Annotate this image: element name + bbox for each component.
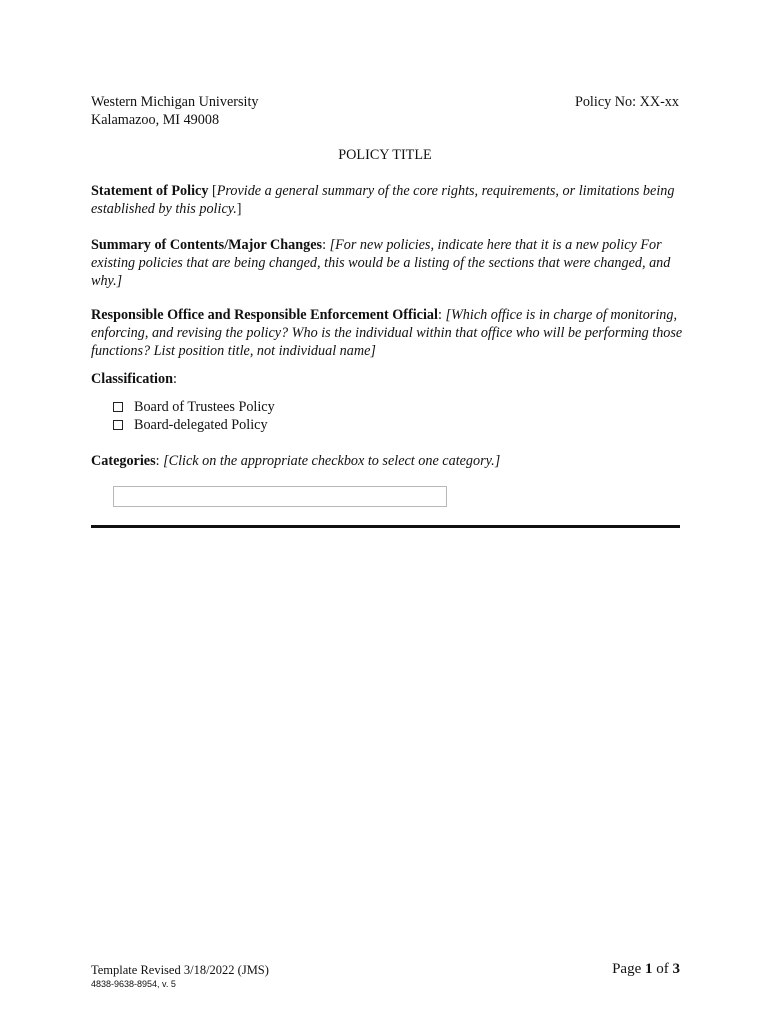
page-number: [612, 960, 680, 978]
section-divider: [91, 525, 680, 528]
summary-separator: :: [322, 237, 330, 253]
page-prefix: Page: [612, 961, 645, 977]
summary-label: Summary of Contents/Major Changes: [91, 237, 323, 253]
option-label: Board of Trustees Policy: [134, 399, 275, 415]
statement-label: Statement of Policy: [91, 183, 209, 199]
summary-of-contents: [91, 236, 683, 290]
policy-title: POLICY TITLE: [338, 147, 432, 163]
statement-hint: Provide a general summary of the core rights, requirements, or limitations being established by this policy.: [91, 183, 675, 217]
summary-hint: [For new policies, indicate here that it is a new policy For existing policies that are being changed, this would be a listing of the sections that were changed, and why.]: [91, 237, 671, 289]
page-current: 1: [645, 961, 653, 977]
classification-label: Classification: [91, 371, 173, 387]
responsible-label: Responsible Office and Responsible Enforcement Official: [91, 307, 438, 323]
classification-options: [113, 398, 275, 434]
statement-of-policy: [91, 182, 683, 218]
option-board-delegated[interactable]: [113, 416, 275, 434]
university-name: Western Michigan University: [91, 94, 259, 110]
categories-hint: [Click on the appropriate checkbox to select one category.]: [163, 453, 501, 469]
categories-separator: :: [155, 453, 164, 469]
page-total: 3: [672, 961, 680, 977]
categories-label: Categories: [91, 453, 156, 469]
page-mid: of: [652, 961, 673, 977]
responsible-hint: [Which office is in charge of monitoring, enforcing, and revising the policy? Who is the individual within that office who will be performing those functions? List position title, not individual name]: [91, 307, 683, 359]
policy-number: Policy No: XX-xx: [574, 94, 679, 110]
responsible-office: [91, 306, 683, 360]
document-id: 4838-9638-8954, v. 5: [91, 979, 176, 989]
university-address: Kalamazoo, MI 49008: [91, 112, 220, 128]
classification-heading: [91, 370, 683, 388]
university-block: [91, 93, 259, 129]
responsible-separator: :: [437, 307, 446, 323]
option-board-of-trustees[interactable]: [113, 398, 275, 416]
checkbox-board-of-trustees[interactable]: [113, 402, 123, 412]
checkbox-board-delegated[interactable]: [113, 420, 123, 430]
categories-select-field[interactable]: [113, 486, 447, 507]
classification-separator: :: [172, 371, 177, 387]
categories-heading: [91, 452, 683, 470]
statement-close-bracket: ]: [236, 201, 242, 217]
statement-open-bracket: [: [208, 183, 217, 199]
option-label: Board-delegated Policy: [134, 417, 268, 433]
template-revision: Template Revised 3/18/2022 (JMS): [91, 963, 269, 977]
